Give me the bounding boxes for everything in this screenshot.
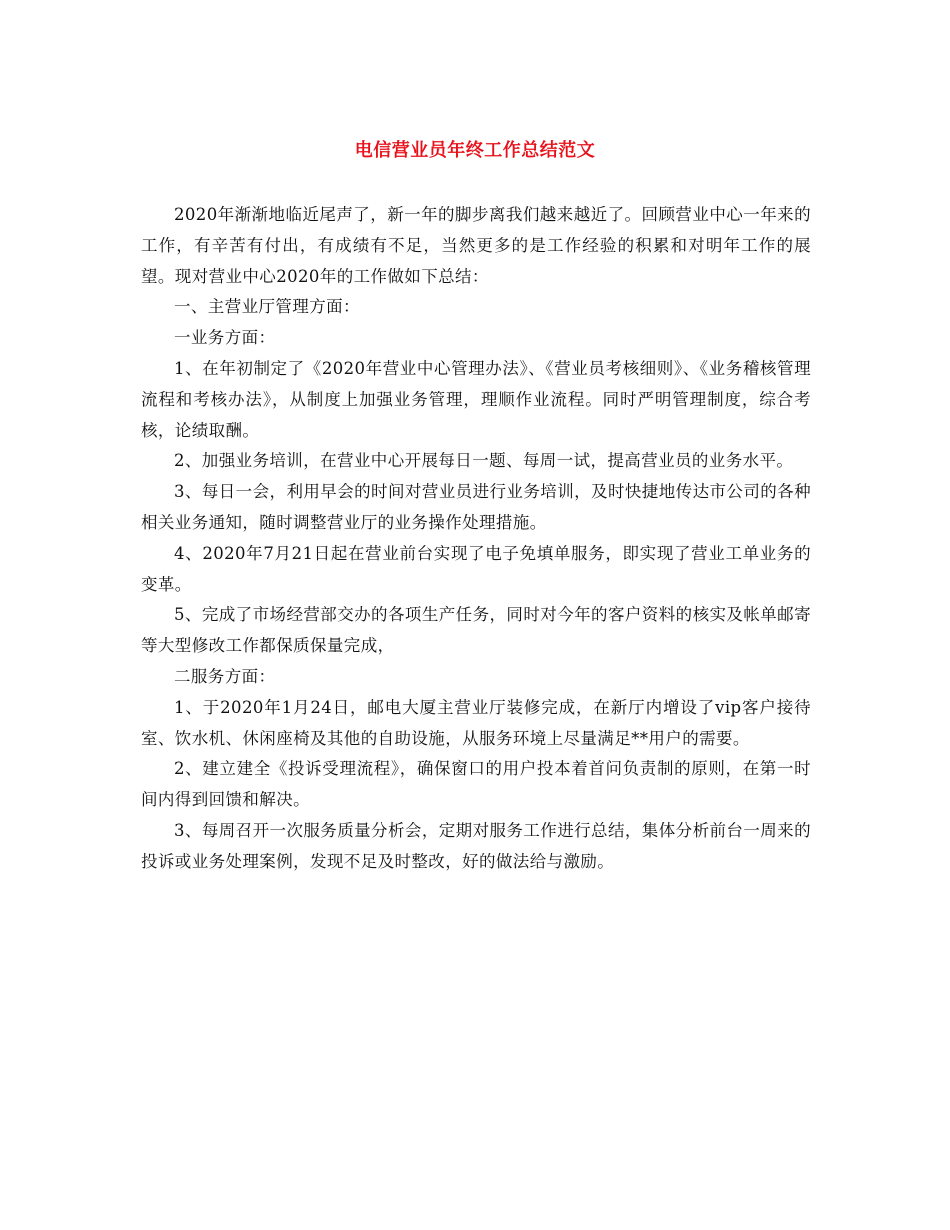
intro-paragraph: 2020年渐渐地临近尾声了，新一年的脚步离我们越来越近了。回顾营业中心一年来的工作，有辛苦有付出，有成绩有不足，当然更多的是工作经验的积累和对明年工作的展望。现对营业中心2020年的工作做如下总结： xyxy=(141,205,811,286)
business-item-5: 5、完成了市场经营部交办的各项生产任务，同时对今年的客户资料的核实及帐单邮寄等大型修改工作都保质保量完成， xyxy=(141,605,811,656)
service-item-1: 1、于2020年1月24日，邮电大厦主营业厅装修完成，在新厅内增设了vip客户接待室、饮水机、休闲座椅及其他的自助设施，从服务环境上尽量满足**用户的需要。 xyxy=(141,697,811,748)
document-body xyxy=(141,200,811,878)
business-item-4: 4、2020年7月21日起在营业前台实现了电子免填单服务，即实现了营业工单业务的变革。 xyxy=(141,543,811,594)
service-item-3: 3、每周召开一次服务质量分析会，定期对服务工作进行总结，集体分析前台一周来的投诉或业务处理案例，发现不足及时整改，好的做法给与激励。 xyxy=(141,820,811,871)
business-item-2: 2、加强业务培训，在营业中心开展每日一题、每周一试，提高营业员的业务水平。 xyxy=(174,451,794,471)
document-title: 电信营业员年终工作总结范文 xyxy=(354,140,596,161)
subsection-heading-service: 二服务方面： xyxy=(174,666,276,686)
subsection-heading-business: 一业务方面： xyxy=(174,328,276,348)
service-item-2: 2、建立建全《投诉受理流程》，确保窗口的用户投本着首问负责制的原则，在第一时间内得到回馈和解决。 xyxy=(141,759,811,810)
business-item-1: 1、在年初制定了《2020年营业中心管理办法》、《营业员考核细则》、《业务稽核管理流程和考核办法》，从制度上加强业务管理，理顺作业流程。同时严明管理制度，综合考核，论绩取酬。 xyxy=(141,358,811,440)
business-item-3: 3、每日一会，利用早会的时间对营业员进行业务培训，及时快捷地传达市公司的各种相关业务通知，随时调整营业厅的业务操作处理措施。 xyxy=(141,482,811,532)
section-heading-hall-management: 一、主营业厅管理方面： xyxy=(174,297,360,317)
